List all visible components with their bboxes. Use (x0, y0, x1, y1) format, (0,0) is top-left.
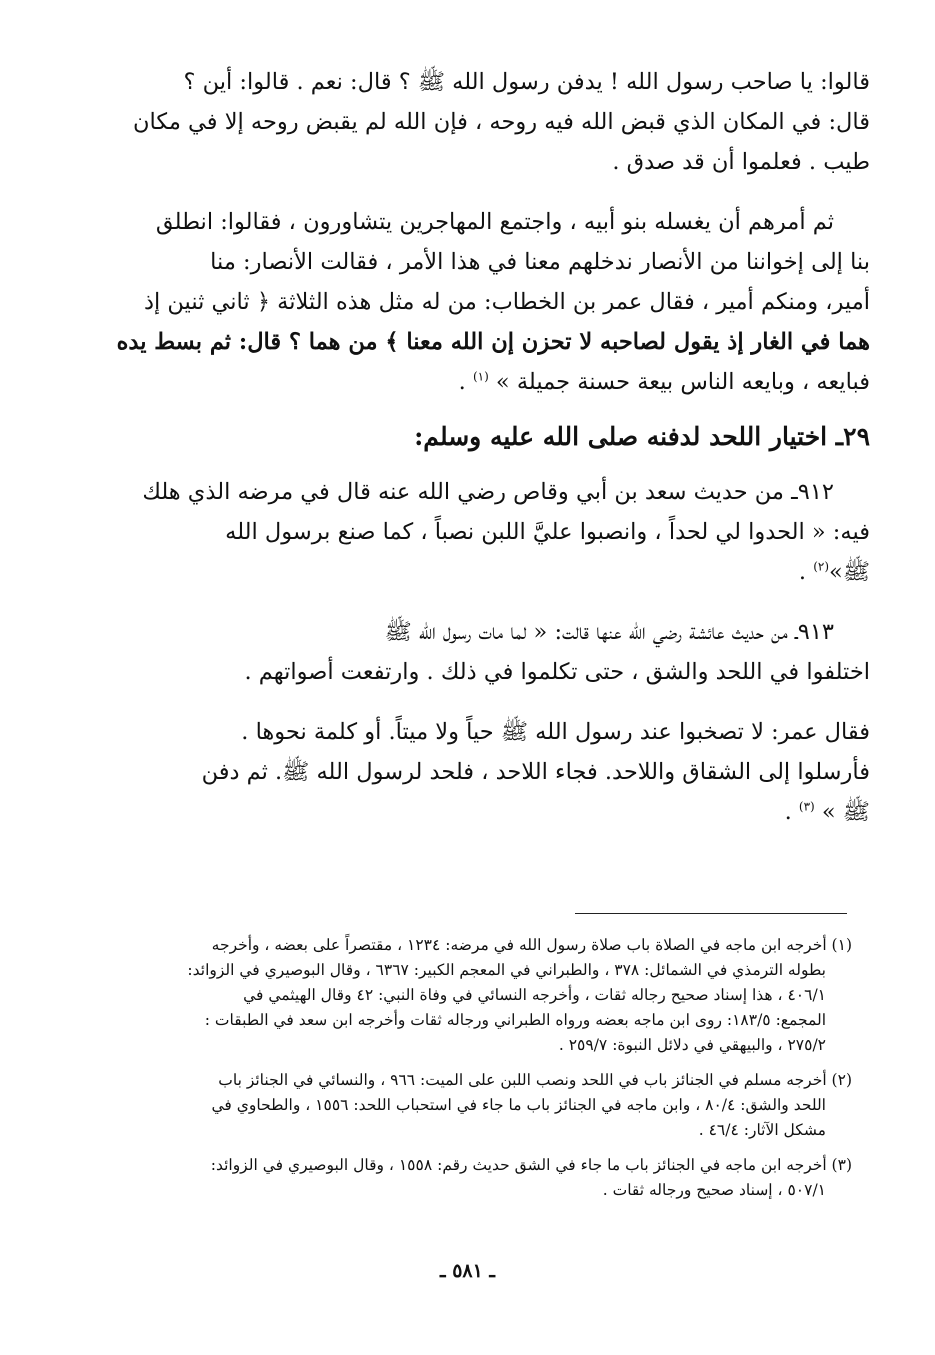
text-line (62, 552, 870, 592)
footnote-line: (٢) أخرجه مسلم في الجنائز باب في اللحد ونصب اللبن على الميت: ٩٦٦ ، والنسائي في الجنائز باب (218, 1071, 852, 1089)
footnote-line: مشكل الآثار: ٤٦/٤ . (698, 1121, 826, 1139)
footnote-line: ٥٠٧/١ ، إسناد صحيح ورجاله ثقات . (602, 1181, 826, 1199)
paragraph-5 (62, 712, 870, 832)
footnotes (62, 933, 852, 1213)
period: . (784, 799, 799, 825)
period: . (798, 559, 814, 585)
text-line: فيه: « الحدوا لي لحداً ، وانصبوا عليَّ اللبن نصباً ، كما صنع برسول الله (225, 519, 870, 545)
footnote-ref-2: (٢) (813, 559, 830, 574)
footnote-line: اللحد والشق: ٨٠/٤ ، وابن ماجه في الجنائز باب ما جاء في استحباب اللحد: ١٥٥٦ ، والطحاوي في (211, 1096, 826, 1114)
section-heading: ٢٩ـ اختيار اللحد لدفنه صلى الله عليه وسلم: (414, 422, 870, 451)
text-segment: فبايعه ، وبايعه الناس بيعة حسنة جميلة » (495, 369, 870, 395)
text-line: قال: في المكان الذي قبض الله فيه روحه ، فإن الله لم يقبض روحه إلا في مكان (133, 109, 870, 135)
footnote-2 (62, 1068, 852, 1143)
footnote-line: المجمع: ١٨٣/٥: روى ابن ماجه بعضه ورواه الطبراني ورجاله ثقات وأخرجه ابن سعد في الطبقات : (204, 1011, 826, 1029)
hadith-912 (62, 472, 870, 592)
footnote-line: (١) أخرجه ابن ماجه في الصلاة باب صلاة رسول الله في مرضه: ١٢٣٤ ، مقتصراً على بعضه ، وأخرجه (211, 936, 852, 954)
text-line: فقال عمر: لا تصخبوا عند رسول الله ﷺ حياً ولا ميتاً. أو كلمة نحوها . (241, 719, 870, 745)
footnote-ref-3: (٣) (798, 799, 815, 814)
footnote-line: ٤٠٦/١ ، هذا إسناد صحيح رجاله ثقات ، وأخرجه النسائي في وفاة النبي: ٤٢ وقال الهيثمي في (243, 986, 826, 1004)
footnote-separator (575, 913, 847, 914)
text-segment: ﷺ » (821, 799, 870, 825)
text-line: فأرسلوا إلى الشقاق واللاحد. فجاء اللاحد ، فلحد لرسول الله ﷺ. ثم دفن (201, 759, 870, 785)
footnote-ref-1: (١) (472, 369, 489, 384)
paragraph-2 (62, 202, 870, 402)
text-line: بنا إلى إخواننا من الأنصار ندخلهم معنا في هذا الأمر ، فقالت الأنصار: منا (210, 249, 870, 275)
page-number: ـ ٥٨١ ـ (440, 1260, 495, 1282)
text-line: قالوا: يا صاحب رسول الله ! يدفن رسول الله ﷺ ؟ قال: نعم . قالوا: أين ؟ (183, 69, 870, 95)
text-line: ثم أمرهم أن يغسله بنو أبيه ، واجتمع المهاجرين يتشاورون ، فقالوا: انطلق (155, 209, 834, 235)
footnote-line: (٣) أخرجه ابن ماجه في الجنائز باب ما جاء في الشق حديث رقم: ١٥٥٨ ، وقال البوصيري في الزوائد: (210, 1156, 852, 1174)
paragraph-1 (62, 62, 870, 182)
text-line: اختلفوا في اللحد والشق ، حتى تكلموا في ذلك . وارتفعت أصواتهم . (244, 659, 870, 685)
footnote-line: بطوله الترمذي في الشمائل: ٣٧٨ ، والطبراني في المعجم الكبير: ٦٣٦٧ ، وقال البوصيري في الزوائد: (187, 961, 826, 979)
period: . (458, 369, 473, 395)
text-segment: ﷺ» (829, 559, 870, 585)
quran-quote-line: هما في الغار إذ يقول لصاحبه لا تحزن إن الله معنا ﴾ من هما ؟ قال: ثم بسط يده (116, 329, 870, 355)
text-line: ٩١٣ـ من حديث عائشة رضي الله عنها قالت: « لما مات رسول الله ﷺ (384, 619, 834, 645)
text-line (62, 362, 870, 402)
text-line: طيب . فعلموا أن قد صدق . (612, 149, 870, 175)
hadith-913 (62, 612, 870, 692)
text-line (62, 792, 870, 832)
text-line: ٩١٢ـ من حديث سعد بن أبي وقاص رضي الله عنه قال في مرضه الذي هلك (142, 479, 834, 505)
footnote-1 (62, 933, 852, 1058)
main-text (62, 62, 870, 852)
text-line: أمير، ومنكم أمير ، فقال عمر بن الخطاب: من له مثل هذه الثلاثة ﴿ ثاني ثنين إذ (143, 289, 870, 315)
footnote-line: ٢٧٥/٢ ، والبيهقي في دلائل النبوة: ٢٥٩/٧ . (558, 1036, 826, 1054)
footnote-3 (62, 1153, 852, 1203)
